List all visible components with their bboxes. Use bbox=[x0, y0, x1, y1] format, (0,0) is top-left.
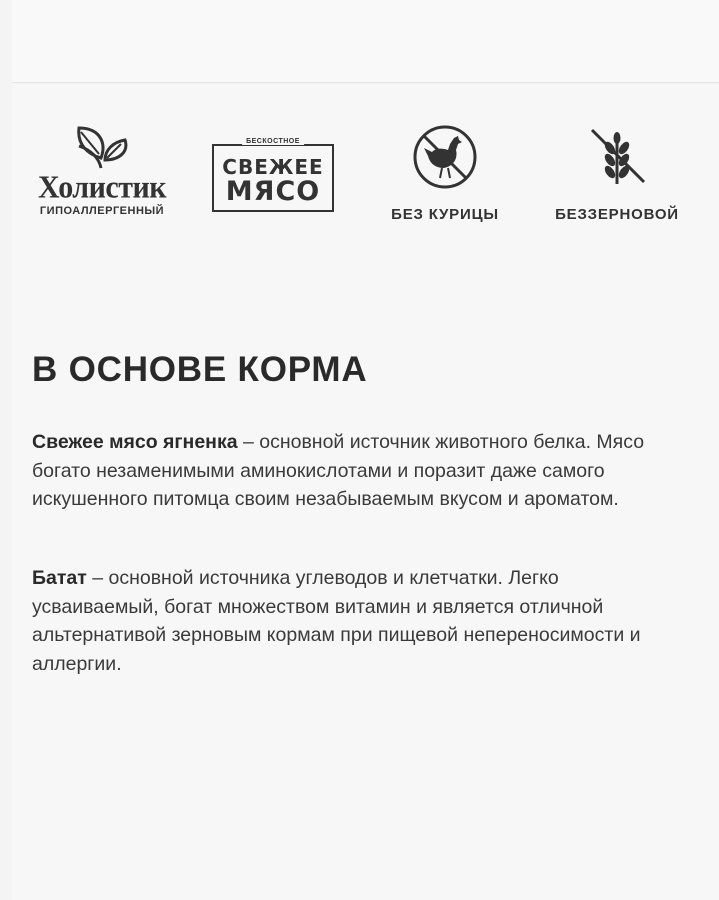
ingredient-paragraph-lamb bbox=[32, 428, 672, 514]
no-chicken-icon bbox=[410, 124, 480, 190]
wheat-crossed-icon bbox=[582, 124, 652, 190]
ingredient-description-lamb: – основной источник животного белка. Мясо богато незаменимыми аминокислотами и поразит даже самого искушенного питомца своим незабываемым вкусом и ароматом. bbox=[32, 431, 645, 510]
holistic-title: Холистик bbox=[37, 170, 167, 205]
fresh-meat-badge bbox=[212, 138, 334, 212]
fresh-meat-top-label: БЕСКОСТНОЕ bbox=[242, 138, 304, 145]
leaf-icon bbox=[71, 124, 133, 170]
no-chicken-label: БЕЗ КУРИЦЫ bbox=[391, 206, 499, 223]
no-chicken-badge bbox=[380, 124, 510, 223]
section-heading: В ОСНОВЕ КОРМА bbox=[32, 350, 368, 389]
feature-badges bbox=[12, 124, 719, 244]
top-header-band bbox=[12, 0, 719, 83]
ingredient-paragraph-batat bbox=[32, 564, 672, 678]
product-info-section bbox=[12, 84, 719, 900]
ingredient-description-batat: – основной источника углеводов и клетчатки. Легко усваиваемый, богат множеством витамин и является отличной альтернативой зерновым кормам при пищевой непереносимости и аллергии. bbox=[32, 567, 641, 675]
fresh-meat-stamp bbox=[212, 138, 334, 212]
grain-free-label: БЕЗЗЕРНОВОЙ bbox=[555, 206, 679, 223]
fresh-meat-line2: МЯСО bbox=[225, 176, 321, 207]
grain-free-badge bbox=[542, 124, 692, 223]
ingredient-name-batat: Батат bbox=[32, 567, 87, 589]
holistic-badge bbox=[22, 124, 182, 218]
ingredient-name-lamb: Свежее мясо ягненка bbox=[32, 431, 238, 453]
fresh-meat-line1: СВЕЖЕЕ bbox=[222, 155, 324, 179]
holistic-subtitle: ГИПОАЛЛЕРГЕННЫЙ bbox=[39, 205, 165, 217]
